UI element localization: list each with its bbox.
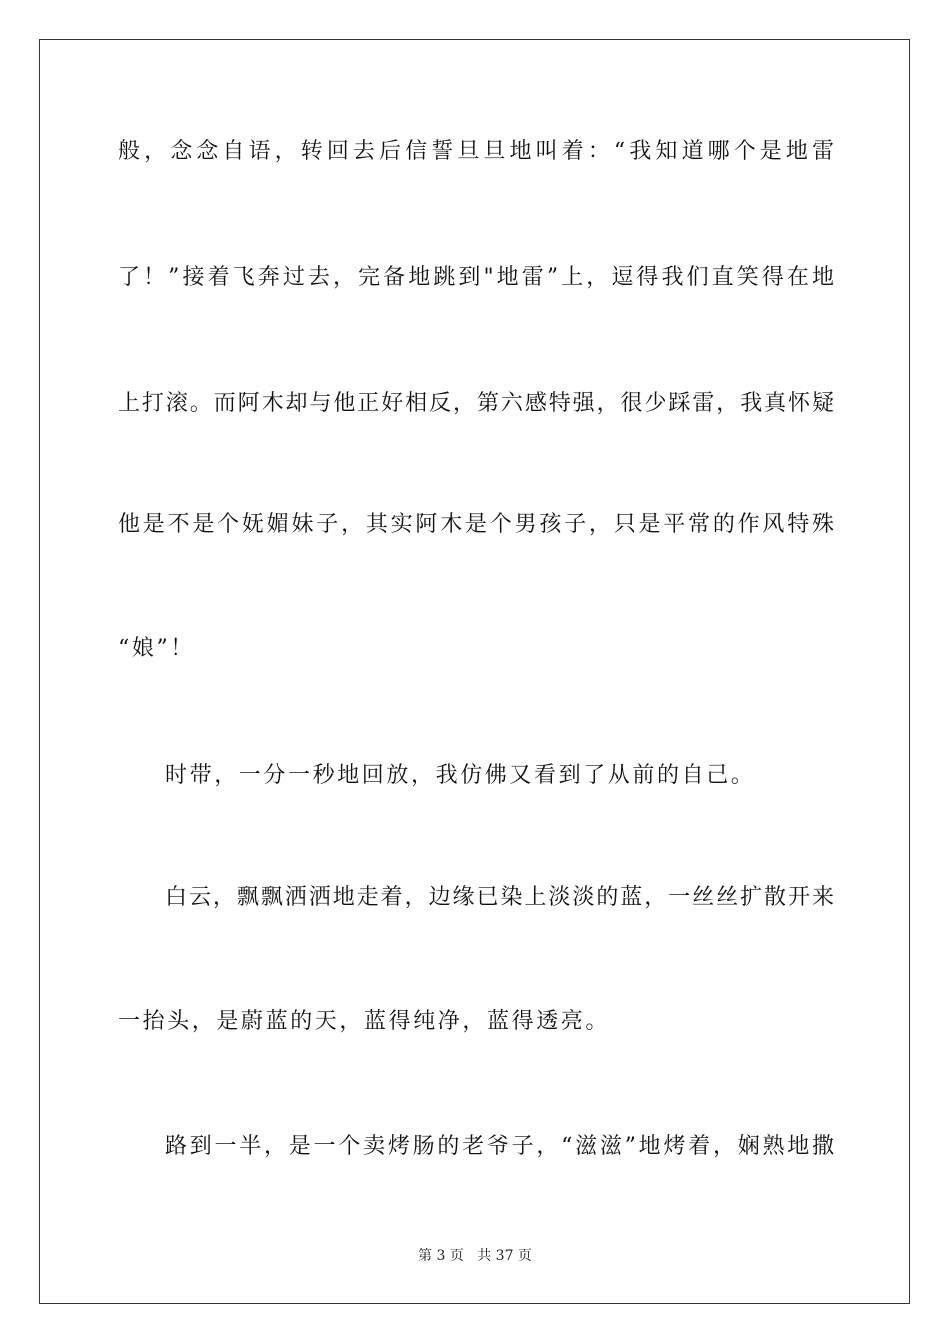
text-line-7: 白云，飘飘洒洒地走着，边缘已染上淡淡的蓝，一丝丝扩散开来 (165, 885, 834, 910)
text-line-1: 般，念念自语，转回去后信誓旦旦地叫着：“我知道哪个是地雷 (118, 139, 834, 164)
text-line-9: 路到一半，是一个卖烤肠的老爷子，“滋滋”地烤着，娴熟地撒 (165, 1134, 834, 1159)
page-border (39, 39, 910, 1304)
text-line-8: 一抬头，是蔚蓝的天，蓝得纯净，蓝得透亮。 (118, 1009, 611, 1034)
text-line-5: “娘”！ (118, 636, 195, 661)
text-line-3: 上打滚。而阿木却与他正好相反，第六感特强，很少踩雷，我真怀疑 (118, 391, 834, 416)
text-line-4: 他是不是个妩媚妹子，其实阿木是个男孩子，只是平常的作风特殊 (118, 512, 834, 537)
page-number: 第 3 页 (418, 1248, 464, 1264)
text-line-6: 时带，一分一秒地回放，我仿佛又看到了从前的自己。 (165, 763, 756, 788)
page-footer (0, 1247, 950, 1265)
page-total: 共 37 页 (477, 1248, 532, 1264)
text-line-2: 了！”接着飞奔过去，完备地跳到"地雷”上，逗得我们直笑得在地 (118, 265, 834, 290)
